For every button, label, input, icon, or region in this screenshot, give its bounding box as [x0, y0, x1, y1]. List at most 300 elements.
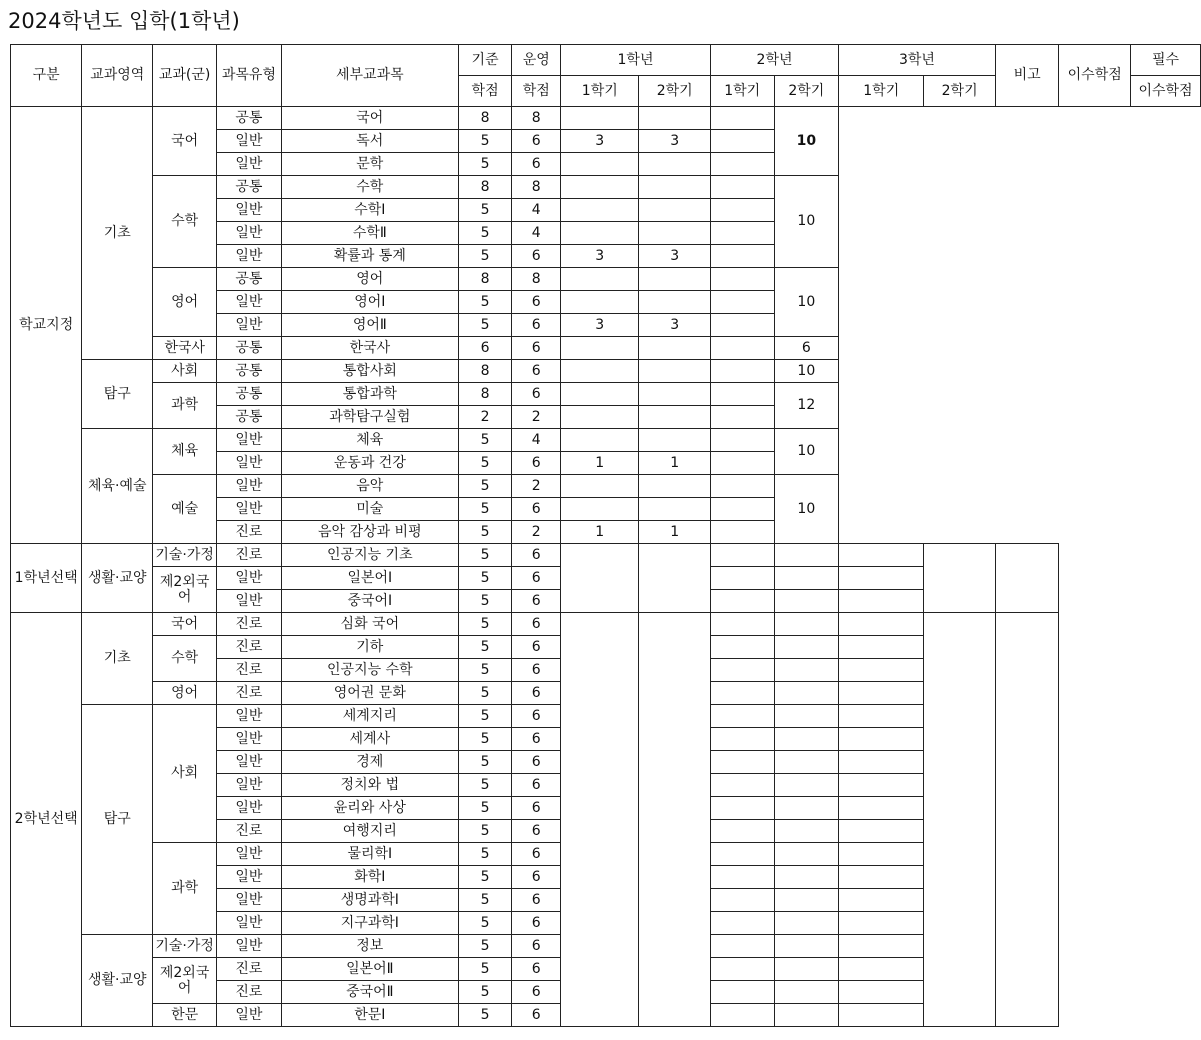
- cell-op: 6: [512, 981, 561, 1004]
- cell-type: 일반: [217, 889, 282, 912]
- cell-area: 생활·교양: [82, 544, 153, 613]
- header-row-1: [11, 45, 1201, 76]
- cell-s5: 3: [561, 130, 639, 153]
- cell-type: 진로: [217, 613, 282, 636]
- cell-base: 5: [458, 452, 512, 475]
- cell-op: 6: [512, 130, 561, 153]
- cell-op: 6: [512, 889, 561, 912]
- cell-s6: [774, 958, 839, 981]
- cell-s6: [774, 751, 839, 774]
- cell-s6: [639, 383, 710, 406]
- cell-s6: [774, 728, 839, 751]
- cell-s2: [639, 544, 710, 613]
- cell-base: 5: [458, 958, 512, 981]
- cell-subject: 생명과학Ⅰ: [281, 889, 458, 912]
- cell-note: [839, 567, 924, 590]
- cell-op: 6: [512, 383, 561, 406]
- header-req-top: 필수: [1131, 45, 1201, 76]
- cell-area: 탐구: [82, 360, 153, 429]
- cell-note: [710, 291, 774, 314]
- cell-subject: 영어권 문화: [281, 682, 458, 705]
- cell-op: 6: [512, 682, 561, 705]
- cell-base: 5: [458, 544, 512, 567]
- cell-op: 6: [512, 843, 561, 866]
- cell-type: 일반: [217, 912, 282, 935]
- cell-s6: [639, 360, 710, 383]
- cell-group: 한문: [153, 1004, 217, 1027]
- cell-type: 일반: [217, 291, 282, 314]
- cell-s6: [774, 544, 839, 567]
- cell-op: 6: [512, 360, 561, 383]
- cell-type: 공통: [217, 268, 282, 291]
- cell-s5: [710, 544, 774, 567]
- cell-s5: 1: [561, 452, 639, 475]
- cell-s6: [774, 613, 839, 636]
- cell-type: 일반: [217, 429, 282, 452]
- cell-group: 국어: [153, 107, 217, 176]
- cell-op: 6: [512, 866, 561, 889]
- cell-type: 진로: [217, 521, 282, 544]
- cell-note: [710, 360, 774, 383]
- table-row: [11, 268, 1201, 291]
- cell-s6: [639, 268, 710, 291]
- cell-subject: 일본어Ⅰ: [281, 567, 458, 590]
- cell-req: [995, 544, 1058, 613]
- cell-type: 일반: [217, 590, 282, 613]
- cell-subject: 세계사: [281, 728, 458, 751]
- cell-type: 일반: [217, 774, 282, 797]
- cell-group: 기술·가정: [153, 544, 217, 567]
- cell-note: [839, 935, 924, 958]
- cell-s6: [774, 705, 839, 728]
- cell-base: 5: [458, 843, 512, 866]
- cell-s5: [561, 268, 639, 291]
- cell-s5: [561, 337, 639, 360]
- header-group: 교과(군): [153, 45, 217, 107]
- cell-note: [710, 176, 774, 199]
- cell-note: [839, 636, 924, 659]
- cell-subject: 인공지능 수학: [281, 659, 458, 682]
- cell-note: [839, 912, 924, 935]
- cell-type: 일반: [217, 452, 282, 475]
- cell-subject: 중국어Ⅰ: [281, 590, 458, 613]
- cell-note: [839, 889, 924, 912]
- header-year3: 3학년: [839, 45, 996, 76]
- cell-type: 일반: [217, 728, 282, 751]
- header-gubun: 구분: [11, 45, 82, 107]
- cell-s5: [710, 567, 774, 590]
- cell-s5: 3: [561, 245, 639, 268]
- cell-op: 6: [512, 245, 561, 268]
- cell-type: 일반: [217, 199, 282, 222]
- cell-s6: [639, 176, 710, 199]
- cell-op: 8: [512, 176, 561, 199]
- cell-note: [839, 751, 924, 774]
- cell-op: 6: [512, 797, 561, 820]
- cell-s6: [639, 498, 710, 521]
- cell-base: 5: [458, 797, 512, 820]
- cell-note: [710, 383, 774, 406]
- cell-op: 2: [512, 521, 561, 544]
- cell-type: 일반: [217, 314, 282, 337]
- cell-note: [839, 682, 924, 705]
- cell-op: 6: [512, 751, 561, 774]
- cell-base: 5: [458, 1004, 512, 1027]
- cell-s6: 3: [639, 314, 710, 337]
- cell-op: 6: [512, 291, 561, 314]
- cell-subject: 인공지능 기초: [281, 544, 458, 567]
- cell-type: 일반: [217, 866, 282, 889]
- cell-type: 일반: [217, 751, 282, 774]
- cell-op: 2: [512, 406, 561, 429]
- header-area: 교과영역: [82, 45, 153, 107]
- cell-base: 2: [458, 406, 512, 429]
- cell-credits: [924, 613, 995, 1027]
- header-year1: 1학년: [561, 45, 711, 76]
- cell-s6: [639, 222, 710, 245]
- cell-note: [710, 130, 774, 153]
- cell-group: 체육: [153, 429, 217, 475]
- table-row: [11, 429, 1201, 452]
- cell-s5: [561, 360, 639, 383]
- cell-s6: [639, 337, 710, 360]
- cell-group: 수학: [153, 176, 217, 268]
- cell-note: [710, 521, 774, 544]
- cell-s6: [639, 475, 710, 498]
- cell-type: 진로: [217, 981, 282, 1004]
- cell-subject: 한문Ⅰ: [281, 1004, 458, 1027]
- header-base-top: 기준: [458, 45, 512, 76]
- cell-base: 5: [458, 153, 512, 176]
- header-req-bottom: 이수학점: [1131, 76, 1201, 107]
- cell-s6: [774, 1004, 839, 1027]
- cell-note: [710, 107, 774, 130]
- cell-s5: [561, 107, 639, 130]
- cell-base: 5: [458, 820, 512, 843]
- cell-req: 10: [774, 107, 839, 176]
- cell-subject: 과학탐구실험: [281, 406, 458, 429]
- cell-s4: [639, 613, 710, 1027]
- cell-s5: [710, 728, 774, 751]
- cell-s6: [639, 406, 710, 429]
- cell-op: 6: [512, 728, 561, 751]
- cell-subject: 화학Ⅰ: [281, 866, 458, 889]
- cell-subject: 독서: [281, 130, 458, 153]
- cell-group: 제2외국어: [153, 958, 217, 1004]
- cell-subject: 경제: [281, 751, 458, 774]
- cell-subject: 음악: [281, 475, 458, 498]
- cell-s3: [561, 613, 639, 1027]
- cell-area: 탐구: [82, 705, 153, 935]
- cell-subject: 음악 감상과 비평: [281, 521, 458, 544]
- cell-op: 8: [512, 107, 561, 130]
- cell-note: [710, 153, 774, 176]
- cell-s5: [561, 222, 639, 245]
- table-row: [11, 360, 1201, 383]
- cell-s5: [710, 889, 774, 912]
- header-subject: 세부교과목: [281, 45, 458, 107]
- cell-s5: [710, 636, 774, 659]
- header-base-bottom: 학점: [458, 76, 512, 107]
- cell-base: 5: [458, 751, 512, 774]
- cell-base: 5: [458, 889, 512, 912]
- cell-note: [710, 429, 774, 452]
- cell-group: 영어: [153, 268, 217, 337]
- cell-s5: [710, 797, 774, 820]
- cell-s5: [561, 176, 639, 199]
- cell-s6: 1: [639, 521, 710, 544]
- cell-s5: [710, 843, 774, 866]
- cell-op: 6: [512, 153, 561, 176]
- cell-type: 일반: [217, 245, 282, 268]
- cell-base: 5: [458, 705, 512, 728]
- cell-req: 10: [774, 268, 839, 337]
- cell-op: 6: [512, 567, 561, 590]
- cell-s5: [710, 774, 774, 797]
- cell-req: 10: [774, 429, 839, 475]
- cell-base: 5: [458, 774, 512, 797]
- cell-type: 진로: [217, 544, 282, 567]
- cell-note: [839, 958, 924, 981]
- cell-note: [839, 705, 924, 728]
- cell-type: 진로: [217, 958, 282, 981]
- cell-op: 4: [512, 199, 561, 222]
- cell-base: 8: [458, 107, 512, 130]
- cell-subject: 미술: [281, 498, 458, 521]
- cell-s6: [639, 291, 710, 314]
- cell-area: 기초: [82, 107, 153, 360]
- cell-type: 일반: [217, 705, 282, 728]
- cell-req: 12: [774, 383, 839, 429]
- cell-type: 공통: [217, 107, 282, 130]
- cell-subject: 기하: [281, 636, 458, 659]
- cell-base: 5: [458, 498, 512, 521]
- cell-base: 5: [458, 314, 512, 337]
- header-y2-sem1: 1학기: [710, 76, 774, 107]
- cell-type: 공통: [217, 337, 282, 360]
- cell-type: 진로: [217, 820, 282, 843]
- cell-s5: [561, 475, 639, 498]
- cell-note: [710, 475, 774, 498]
- cell-base: 5: [458, 728, 512, 751]
- cell-s5: [561, 153, 639, 176]
- cell-group: 과학: [153, 843, 217, 935]
- cell-s5: [710, 705, 774, 728]
- table-row: [11, 337, 1201, 360]
- cell-op: 6: [512, 613, 561, 636]
- cell-base: 5: [458, 130, 512, 153]
- cell-type: 진로: [217, 659, 282, 682]
- cell-subject: 통합과학: [281, 383, 458, 406]
- header-y1-sem2: 2학기: [639, 76, 710, 107]
- cell-op: 6: [512, 544, 561, 567]
- cell-note: [710, 245, 774, 268]
- cell-note: [839, 728, 924, 751]
- cell-op: 8: [512, 268, 561, 291]
- cell-note: [710, 199, 774, 222]
- cell-group: 제2외국어: [153, 567, 217, 613]
- cell-op: 6: [512, 314, 561, 337]
- cell-op: 2: [512, 475, 561, 498]
- cell-subject: 물리학Ⅰ: [281, 843, 458, 866]
- cell-s6: 1: [639, 452, 710, 475]
- cell-note: [710, 452, 774, 475]
- cell-req: 10: [774, 176, 839, 268]
- cell-group: 한국사: [153, 337, 217, 360]
- table-row: [11, 475, 1201, 498]
- cell-group: 예술: [153, 475, 217, 544]
- cell-subject: 수학: [281, 176, 458, 199]
- cell-base: 5: [458, 935, 512, 958]
- cell-op: 6: [512, 958, 561, 981]
- cell-base: 8: [458, 360, 512, 383]
- cell-subject: 정보: [281, 935, 458, 958]
- cell-s5: [561, 498, 639, 521]
- cell-base: 5: [458, 613, 512, 636]
- cell-s5: [561, 199, 639, 222]
- cell-s6: [774, 567, 839, 590]
- cell-note: [839, 797, 924, 820]
- cell-note: [839, 866, 924, 889]
- cell-s5: 1: [561, 521, 639, 544]
- table-row: [11, 544, 1201, 567]
- cell-type: 일반: [217, 475, 282, 498]
- cell-s6: [774, 981, 839, 1004]
- header-op-top: 운영: [512, 45, 561, 76]
- page-title: 2024학년도 입학(1학년): [8, 9, 240, 33]
- header-y3-sem1: 1학기: [839, 76, 924, 107]
- cell-s6: [774, 636, 839, 659]
- cell-req: 10: [774, 360, 839, 383]
- cell-subject: 수학Ⅱ: [281, 222, 458, 245]
- cell-s5: [710, 981, 774, 1004]
- cell-subject: 세계지리: [281, 705, 458, 728]
- cell-type: 진로: [217, 636, 282, 659]
- cell-req: [995, 613, 1058, 1027]
- header-y2-sem2: 2학기: [774, 76, 839, 107]
- cell-base: 5: [458, 659, 512, 682]
- cell-credits: [924, 544, 995, 613]
- cell-s6: [639, 107, 710, 130]
- cell-base: 5: [458, 291, 512, 314]
- cell-note: [710, 406, 774, 429]
- cell-note: [839, 1004, 924, 1027]
- cell-base: 5: [458, 475, 512, 498]
- cell-subject: 영어Ⅱ: [281, 314, 458, 337]
- cell-subject: 심화 국어: [281, 613, 458, 636]
- cell-area: 기초: [82, 613, 153, 705]
- cell-area: 체육·예술: [82, 429, 153, 544]
- cell-s6: [774, 866, 839, 889]
- cell-note: [839, 613, 924, 636]
- cell-s1: [561, 544, 639, 613]
- curriculum-table: [10, 44, 1201, 1027]
- cell-subject: 국어: [281, 107, 458, 130]
- cell-op: 6: [512, 590, 561, 613]
- cell-type: 일반: [217, 797, 282, 820]
- cell-note: [839, 843, 924, 866]
- cell-base: 5: [458, 866, 512, 889]
- cell-s6: 3: [639, 130, 710, 153]
- cell-type: 공통: [217, 406, 282, 429]
- cell-s5: [710, 613, 774, 636]
- header-year2: 2학년: [710, 45, 838, 76]
- cell-s6: [774, 935, 839, 958]
- cell-note: [839, 659, 924, 682]
- cell-subject: 여행지리: [281, 820, 458, 843]
- cell-note: [839, 820, 924, 843]
- cell-s6: 3: [639, 245, 710, 268]
- table-body: [11, 107, 1201, 1027]
- cell-subject: 수학Ⅰ: [281, 199, 458, 222]
- cell-subject: 운동과 건강: [281, 452, 458, 475]
- cell-s6: [774, 889, 839, 912]
- cell-s5: [710, 866, 774, 889]
- cell-base: 8: [458, 176, 512, 199]
- cell-group: 기술·가정: [153, 935, 217, 958]
- cell-op: 6: [512, 452, 561, 475]
- cell-note: [710, 498, 774, 521]
- cell-base: 5: [458, 245, 512, 268]
- cell-note: [839, 544, 924, 567]
- cell-s5: [710, 1004, 774, 1027]
- cell-type: 일반: [217, 1004, 282, 1027]
- cell-group: 영어: [153, 682, 217, 705]
- cell-note: [710, 222, 774, 245]
- cell-s5: [561, 429, 639, 452]
- cell-s5: 3: [561, 314, 639, 337]
- cell-note: [710, 314, 774, 337]
- header-y3-sem2: 2학기: [924, 76, 995, 107]
- cell-note: [710, 337, 774, 360]
- cell-subject: 확률과 통계: [281, 245, 458, 268]
- table-row: [11, 383, 1201, 406]
- cell-subject: 정치와 법: [281, 774, 458, 797]
- cell-subject: 한국사: [281, 337, 458, 360]
- cell-op: 6: [512, 774, 561, 797]
- cell-subject: 문학: [281, 153, 458, 176]
- cell-s5: [710, 590, 774, 613]
- cell-base: 5: [458, 912, 512, 935]
- cell-subject: 일본어Ⅱ: [281, 958, 458, 981]
- cell-div: 1학년선택: [11, 544, 82, 613]
- cell-op: 6: [512, 912, 561, 935]
- cell-subject: 영어Ⅰ: [281, 291, 458, 314]
- cell-area: 생활·교양: [82, 935, 153, 1027]
- cell-type: 일반: [217, 843, 282, 866]
- cell-group: 국어: [153, 613, 217, 636]
- cell-s5: [561, 291, 639, 314]
- cell-type: 일반: [217, 153, 282, 176]
- cell-op: 6: [512, 935, 561, 958]
- cell-s6: [774, 797, 839, 820]
- cell-s5: [710, 682, 774, 705]
- header-y1-sem1: 1학기: [561, 76, 639, 107]
- cell-group: 수학: [153, 636, 217, 682]
- cell-note: [710, 268, 774, 291]
- header-op-bottom: 학점: [512, 76, 561, 107]
- cell-base: 8: [458, 383, 512, 406]
- cell-s6: [774, 682, 839, 705]
- cell-type: 일반: [217, 130, 282, 153]
- cell-type: 공통: [217, 383, 282, 406]
- cell-s6: [774, 659, 839, 682]
- cell-op: 6: [512, 498, 561, 521]
- cell-group: 사회: [153, 360, 217, 383]
- cell-s6: [774, 912, 839, 935]
- cell-op: 4: [512, 222, 561, 245]
- cell-s6: [774, 843, 839, 866]
